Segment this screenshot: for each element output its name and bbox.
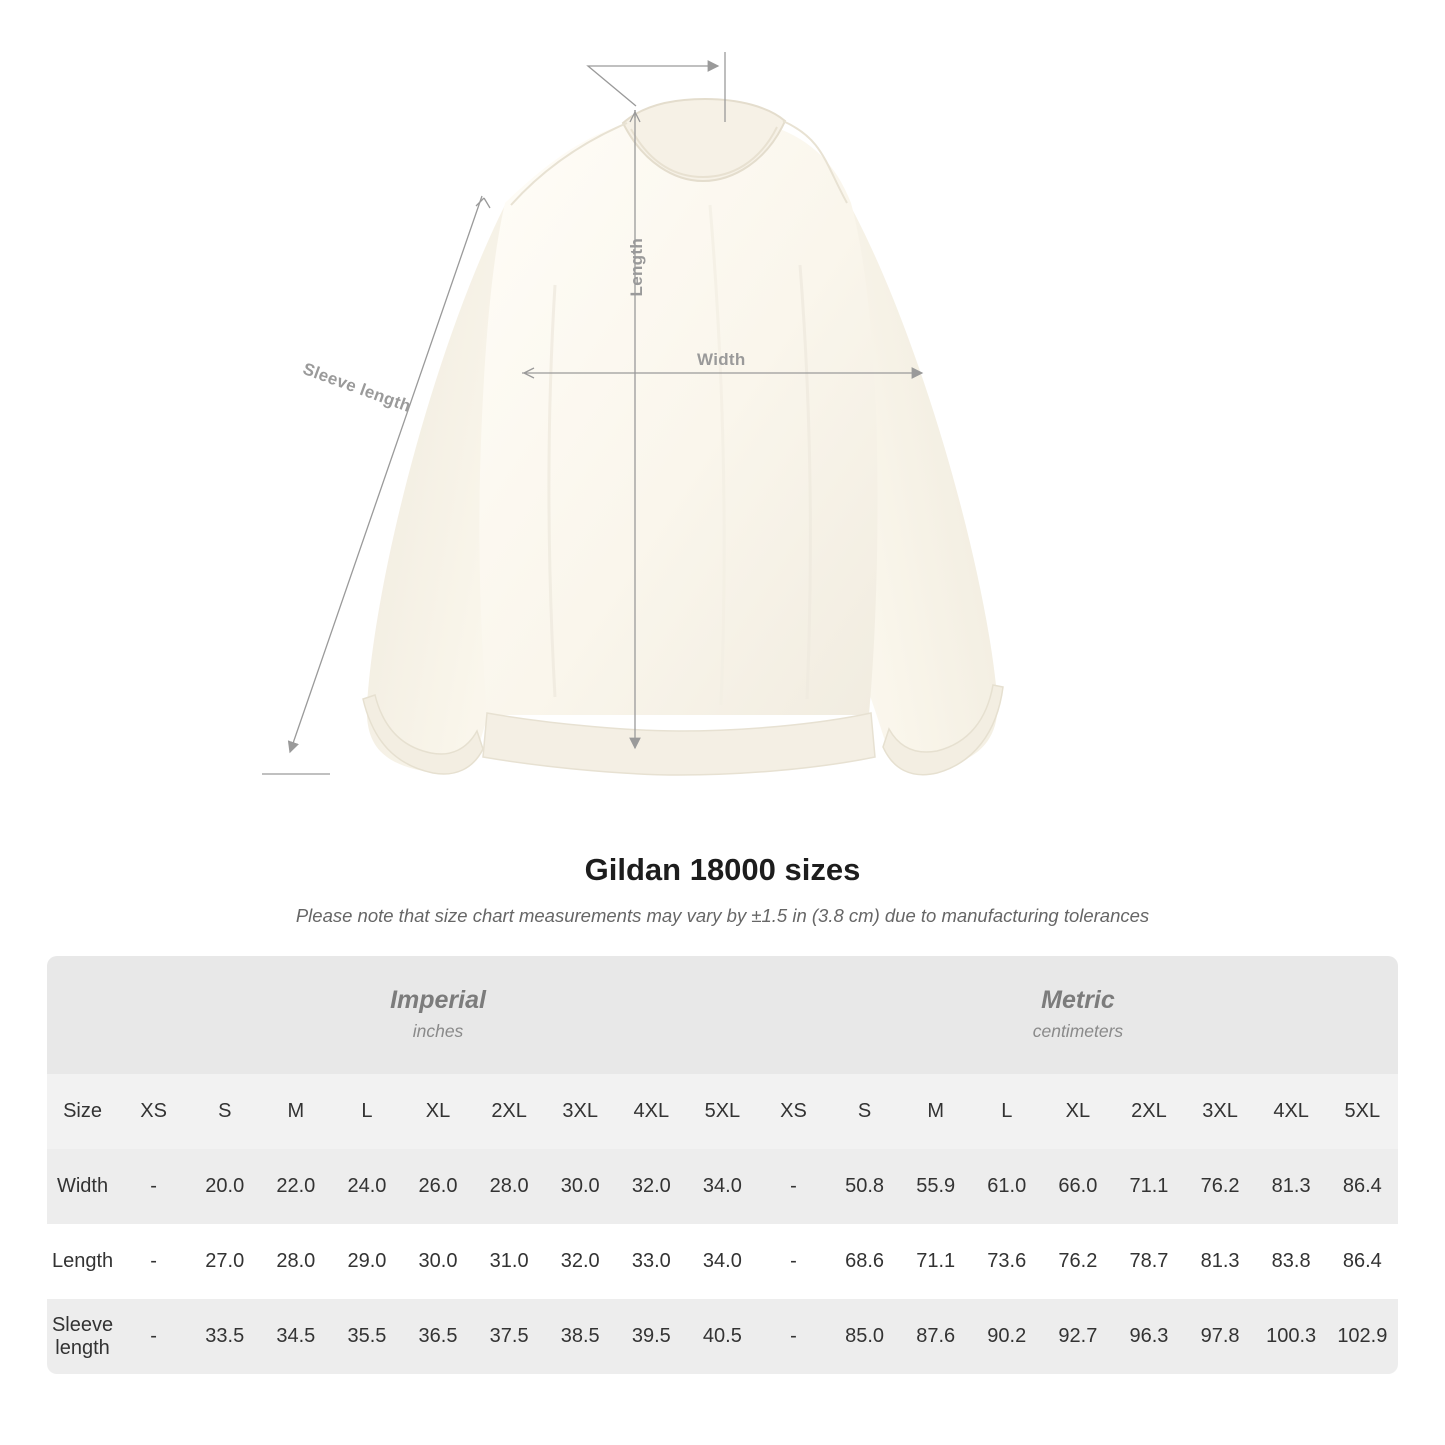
size-metric-6: 3XL — [1202, 1100, 1238, 1122]
row-label-width: Width — [47, 1149, 118, 1224]
size-imperial-7: 4XL — [633, 1100, 670, 1122]
cell-sleeve-met-7: 100.3 — [1256, 1299, 1327, 1374]
cell-width-met-2: 55.9 — [900, 1149, 971, 1224]
row-label-sleeve-length: Sleeve length — [47, 1299, 118, 1374]
cell-sleeve-imp-2: 34.5 — [260, 1299, 331, 1374]
cell-length-imp-6: 32.0 — [545, 1224, 616, 1299]
imperial-sub: inches — [412, 1020, 464, 1041]
cell-width-imp-2: 22.0 — [260, 1149, 331, 1224]
cell-width-imp-7: 32.0 — [616, 1149, 687, 1224]
cell-sleeve-met-5: 96.3 — [1113, 1299, 1184, 1374]
size-imperial-6: 3XL — [562, 1100, 598, 1122]
table-row — [47, 1299, 1398, 1374]
size-column-label: Size — [47, 1074, 118, 1149]
cell-width-met-1: 50.8 — [829, 1149, 900, 1224]
cell-length-imp-4: 30.0 — [402, 1224, 473, 1299]
cell-length-imp-7: 33.0 — [616, 1224, 687, 1299]
cell-length-met-4: 76.2 — [1042, 1224, 1113, 1299]
cell-width-imp-5: 28.0 — [474, 1149, 545, 1224]
cell-length-met-0: - — [758, 1224, 829, 1299]
size-imperial-4: XL — [425, 1100, 451, 1122]
cell-length-met-6: 81.3 — [1185, 1224, 1256, 1299]
metric-name: Metric — [1041, 986, 1115, 1015]
sleeve-length-label: Sleeve length — [300, 359, 414, 416]
cell-sleeve-imp-3: 35.5 — [331, 1299, 402, 1374]
cell-sleeve-imp-1: 33.5 — [189, 1299, 260, 1374]
cell-sleeve-imp-6: 38.5 — [545, 1299, 616, 1374]
cell-sleeve-imp-0: - — [118, 1299, 189, 1374]
page-title: Gildan 18000 sizes — [584, 852, 861, 887]
table-row — [47, 1224, 1398, 1299]
cell-width-imp-4: 26.0 — [402, 1149, 473, 1224]
cell-width-met-5: 71.1 — [1113, 1149, 1184, 1224]
metric-sub: centimeters — [1032, 1020, 1124, 1041]
width-label: Width — [697, 350, 746, 369]
size-metric-4: XL — [1065, 1100, 1091, 1122]
cell-length-met-3: 73.6 — [971, 1224, 1042, 1299]
cell-width-met-6: 76.2 — [1185, 1149, 1256, 1224]
cell-length-met-8: 86.4 — [1327, 1224, 1398, 1299]
cell-length-imp-3: 29.0 — [331, 1224, 402, 1299]
cell-sleeve-imp-8: 40.5 — [687, 1299, 758, 1374]
tolerance-note: Please note that size chart measurements may vary by ±1.5 in (3.8 cm) due to manufacturing tolerances — [295, 905, 1150, 926]
cell-length-met-5: 78.7 — [1113, 1224, 1184, 1299]
cell-sleeve-met-2: 87.6 — [900, 1299, 971, 1374]
size-imperial-3: L — [361, 1100, 373, 1122]
cell-sleeve-met-1: 85.0 — [829, 1299, 900, 1374]
cell-sleeve-imp-5: 37.5 — [474, 1299, 545, 1374]
row-label-length: Length — [47, 1224, 118, 1299]
size-metric-2: M — [927, 1100, 944, 1122]
cell-length-imp-1: 27.0 — [189, 1224, 260, 1299]
cell-length-met-1: 68.6 — [829, 1224, 900, 1299]
cell-sleeve-met-3: 90.2 — [971, 1299, 1042, 1374]
cell-length-imp-5: 31.0 — [474, 1224, 545, 1299]
size-table — [47, 956, 1398, 1374]
length-label: Length — [627, 238, 646, 297]
size-metric-8: 5XL — [1344, 1100, 1381, 1122]
cell-length-imp-0: - — [118, 1224, 189, 1299]
imperial-header — [118, 956, 758, 1074]
cell-length-met-2: 71.1 — [900, 1224, 971, 1299]
metric-header — [758, 956, 1398, 1074]
size-header-row — [47, 1074, 1398, 1149]
cell-width-imp-1: 20.0 — [189, 1149, 260, 1224]
cell-width-met-7: 81.3 — [1256, 1149, 1327, 1224]
unit-header-row — [47, 956, 1398, 1074]
cell-width-met-8: 86.4 — [1327, 1149, 1398, 1224]
cell-sleeve-met-8: 102.9 — [1327, 1299, 1398, 1374]
size-table-wrapper — [47, 956, 1398, 1374]
size-imperial-1: S — [218, 1100, 232, 1122]
cell-width-imp-3: 24.0 — [331, 1149, 402, 1224]
size-imperial-2: M — [287, 1100, 305, 1122]
size-metric-3: L — [1001, 1100, 1013, 1122]
cell-sleeve-met-0: - — [758, 1299, 829, 1374]
cell-sleeve-met-6: 97.8 — [1185, 1299, 1256, 1374]
cell-sleeve-imp-4: 36.5 — [402, 1299, 473, 1374]
cell-width-imp-6: 30.0 — [545, 1149, 616, 1224]
cell-sleeve-met-4: 92.7 — [1042, 1299, 1113, 1374]
size-metric-7: 4XL — [1273, 1100, 1309, 1122]
size-metric-0: XS — [780, 1100, 807, 1122]
size-imperial-0: XS — [140, 1100, 167, 1122]
cell-width-imp-8: 34.0 — [687, 1149, 758, 1224]
cell-width-imp-0: - — [118, 1149, 189, 1224]
unit-header-blank — [47, 956, 118, 1074]
cell-width-met-0: - — [758, 1149, 829, 1224]
cell-length-imp-8: 34.0 — [687, 1224, 758, 1299]
cell-width-met-4: 66.0 — [1042, 1149, 1113, 1224]
cell-length-imp-2: 28.0 — [260, 1224, 331, 1299]
cell-length-met-7: 83.8 — [1256, 1224, 1327, 1299]
imperial-name: Imperial — [390, 986, 486, 1015]
cell-width-met-3: 61.0 — [971, 1149, 1042, 1224]
cell-sleeve-imp-7: 39.5 — [616, 1299, 687, 1374]
table-row — [47, 1149, 1398, 1224]
size-imperial-8: 5XL — [704, 1100, 741, 1122]
size-imperial-5: 2XL — [491, 1100, 527, 1122]
size-metric-1: S — [857, 1100, 872, 1122]
size-metric-5: 2XL — [1131, 1100, 1167, 1122]
